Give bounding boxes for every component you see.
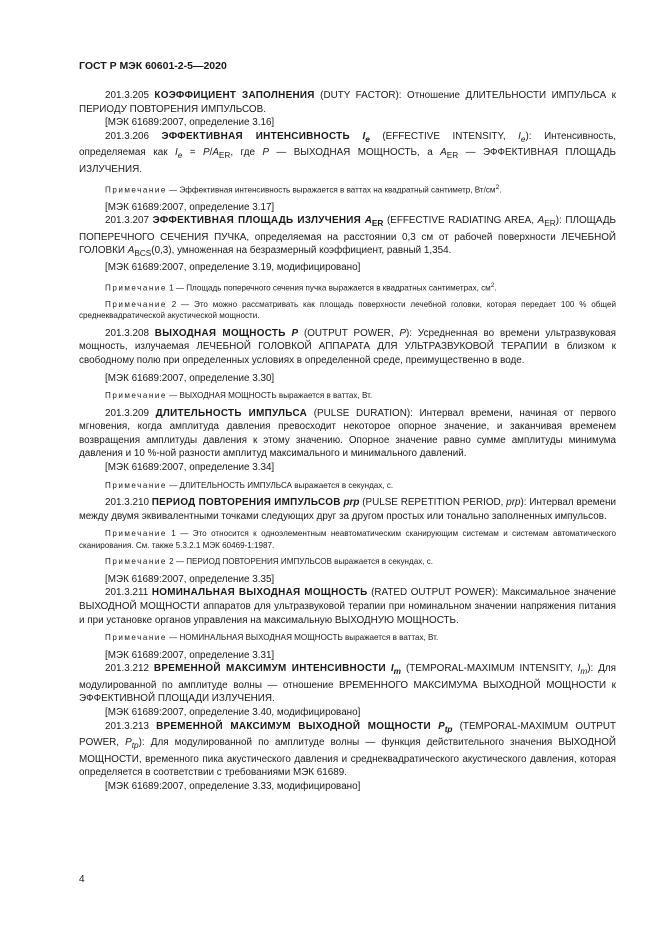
term-title: ВРЕМЕННОЙ МАКСИМУМ ИНТЕНСИВНОСТИ [153,663,386,675]
definition-201-3-207: 201.3.207 ЭФФЕКТИВНАЯ ПЛОЩАДЬ ИЗЛУЧЕНИЯ $A_{ER}$ (EFFECTIVE RADIATING AREA, $A_{ER}$): ПЛОЩАДЬ ПОПЕРЕЧНОГО СЕЧЕНИЯ ПУЧКА, определяемая на расстоянии 0,3 см от рабочей поверхности ЛЕЧЕБНОЙ ГОЛОВКИ $A_{BCS}(0,3)$, умноженная на безразмерный коэффициент, равный 1,354. [79,215,616,259]
reference: [МЭК 61689:2007, определение 3.40, модифицировано] [105,707,361,719]
term-title: НОМИНАЛЬНАЯ ВЫХОДНАЯ МОЩНОСТЬ [151,587,368,599]
reference: [МЭК 61689:2007, определение 3.34] [105,462,275,474]
reference: [МЭК 61689:2007, определение 3.35] [105,573,275,585]
term-title: ВЫХОДНАЯ МОЩНОСТЬ [154,327,286,339]
term-title: КОЭФФИЦИЕНТ ЗАПОЛНЕНИЯ [154,90,315,101]
definition-201-3-210: 201.3.210 ПЕРИОД ПОВТОРЕНИЯ ИМПУЛЬСОВ prp (PULSE REPETITION PERIOD, prp): Интервал времени между двумя эквивалентными точками следующих друг за другом простых или тонально заполненных импульсов. [79,497,616,522]
definition-201-3-213: 201.3.213 ВРЕМЕННОЙ МАКСИМУМ ВЫХОДНОЙ МОЩНОСТИ $P_{tp}$ (TEMPORAL-MAXIMUM OUTPUT POWER, $P_{tp}$): Для модулированной по амплитуде волны — функция действительного значения ВЫХОДНОЙ МОЩНОСТИ, временного пика акустического давления и среднеквадратического акустического давления, которая определяется в соответствии с требованиями МЭК 61689. [79,720,617,779]
reference: [МЭК 61689:2007, определение 3.33, модифицировано] [105,780,361,792]
document-header: ГОСТ Р МЭК 60601-2-5—2020 [79,60,227,72]
definition-201-3-208: 201.3.208 ВЫХОДНАЯ МОЩНОСТЬ P (OUTPUT POWER, P): Усредненная во времени ультразвуковая мощность, излучаемая ЛЕЧЕБНОЙ ГОЛОВКОЙ АППАРАТА ДЛЯ УЛЬТРАЗВУКОВОЙ ТЕРАПИИ в близком к свободному полю при определенных условиях в определенной среде, преимущественно в воде. [79,327,616,366]
definition-201-3-205: 201.3.205 КОЭФФИЦИЕНТ ЗАПОЛНЕНИЯ (DUTY FACTOR): Отношение ДЛИТЕЛЬНОСТИ ИМПУЛЬСА к ПЕРИОДУ ПОВТОРЕНИЯ ИМПУЛЬСОВ. [79,90,616,115]
note: Примечание — НОМИНАЛЬНАЯ ВЫХОДНАЯ МОЩНОСТЬ выражается в ваттах, Вт. [105,633,439,643]
term-title: ВРЕМЕННОЙ МАКСИМУМ ВЫХОДНОЙ МОЩНОСТИ [156,720,431,732]
reference: [МЭК 61689:2007, определение 3.31] [105,649,275,661]
note: Примечание — ВЫХОДНАЯ МОЩНОСТЬ выражается в ваттах, Вт. [105,391,373,401]
reference: [МЭК 61689:2007, определение 3.30] [105,372,275,384]
note: Примечание 2 — ПЕРИОД ПОВТОРЕНИЯ ИМПУЛЬСОВ выражается в секундах, с. [105,557,434,567]
document-body [79,89,616,794]
definition-201-3-211: 201.3.211 НОМИНАЛЬНАЯ ВЫХОДНАЯ МОЩНОСТЬ (RATED OUTPUT POWER): Максимальное значение ВЫХОДНОЙ МОЩНОСТИ аппаратов для ультразвуковой терапии при номинальном значении напряжения питания и при установке органов управления на максимальную ВЫХОДНУЮ МОЩНОСТЬ. [79,587,616,626]
note: Примечание — ДЛИТЕЛЬНОСТЬ ИМПУЛЬСА выражается в секундах, с. [105,480,394,490]
term-title: ДЛИТЕЛЬНОСТЬ ИМПУЛЬСА [155,407,308,419]
term-title: ЭФФЕКТИВНАЯ ИНТЕНСИВНОСТЬ [161,130,350,142]
note: Примечание 1 — Площадь поперечного сечения пучка выражается в квадратных сантиметрах, $см^2$. [105,281,497,293]
note: Примечание — Эффективная интенсивность выражается в ваттах на квадратный сантиметр, $Вт/см^2$. [105,183,502,195]
page-number: 4 [79,874,85,885]
term-title: ПЕРИОД ПОВТОРЕНИЯ ИМПУЛЬСОВ [151,497,341,509]
definition-201-3-206: 201.3.206 ЭФФЕКТИВНАЯ ИНТЕНСИВНОСТЬ $I_e$ (EFFECTIVE INTENSITY, $I_e$): Интенсивность, определяемая как $I_e = P/A_{ER}$, где P — ВЫХОДНАЯ МОЩНОСТЬ, а $A_{ER}$ — ЭФФЕКТИВНАЯ ПЛОЩАДЬ ИЗЛУЧЕНИЯ. [79,130,616,175]
reference: [МЭК 61689:2007, определение 3.16] [105,117,275,129]
definition-201-3-209: 201.3.209 ДЛИТЕЛЬНОСТЬ ИМПУЛЬСА (PULSE DURATION): Интервал времени, начиная от первого мгновения, когда амплитуда давления превосходит некоторое опорное значение, и заканчивая временем возвращения амплитуды давления к этому значению. Опорное значение равно сумме амплитуды минимума давления и 10 %-ной разности амплитуд максимального и минимального давлений. [79,407,617,460]
definition-201-3-212: 201.3.212 ВРЕМЕННОЙ МАКСИМУМ ИНТЕНСИВНОСТИ $I_m$ (TEMPORAL-MAXIMUM INTENSITY, $I_m$): Для модулированной по амплитуде волны — отношение ВРЕМЕННОГО МАКСИМУМА ВЫХОДНОЙ МОЩНОСТИ к ЭФФЕКТИВНОЙ ПЛОЩАДИ ИЗЛУЧЕНИЯ. [79,663,617,705]
note: Примечание 1 — Это относится к одноэлементным неавтоматическим сканирующим системам и системам автоматического сканирования. См. также 5.3.2.1 МЭК 60469-1:1987. [79,529,616,550]
note: Примечание 2 — Это можно рассматривать как площадь поверхности лечебной головки, которая передает 100 % общей среднеквадратической акустической мощности. [79,299,616,321]
term-title: ЭФФЕКТИВНАЯ ПЛОЩАДЬ ИЗЛУЧЕНИЯ [152,215,362,227]
reference: [МЭК 61689:2007, определение 3.19, модифицировано] [105,262,361,273]
reference: [МЭК 61689:2007, определение 3.17] [105,201,275,213]
